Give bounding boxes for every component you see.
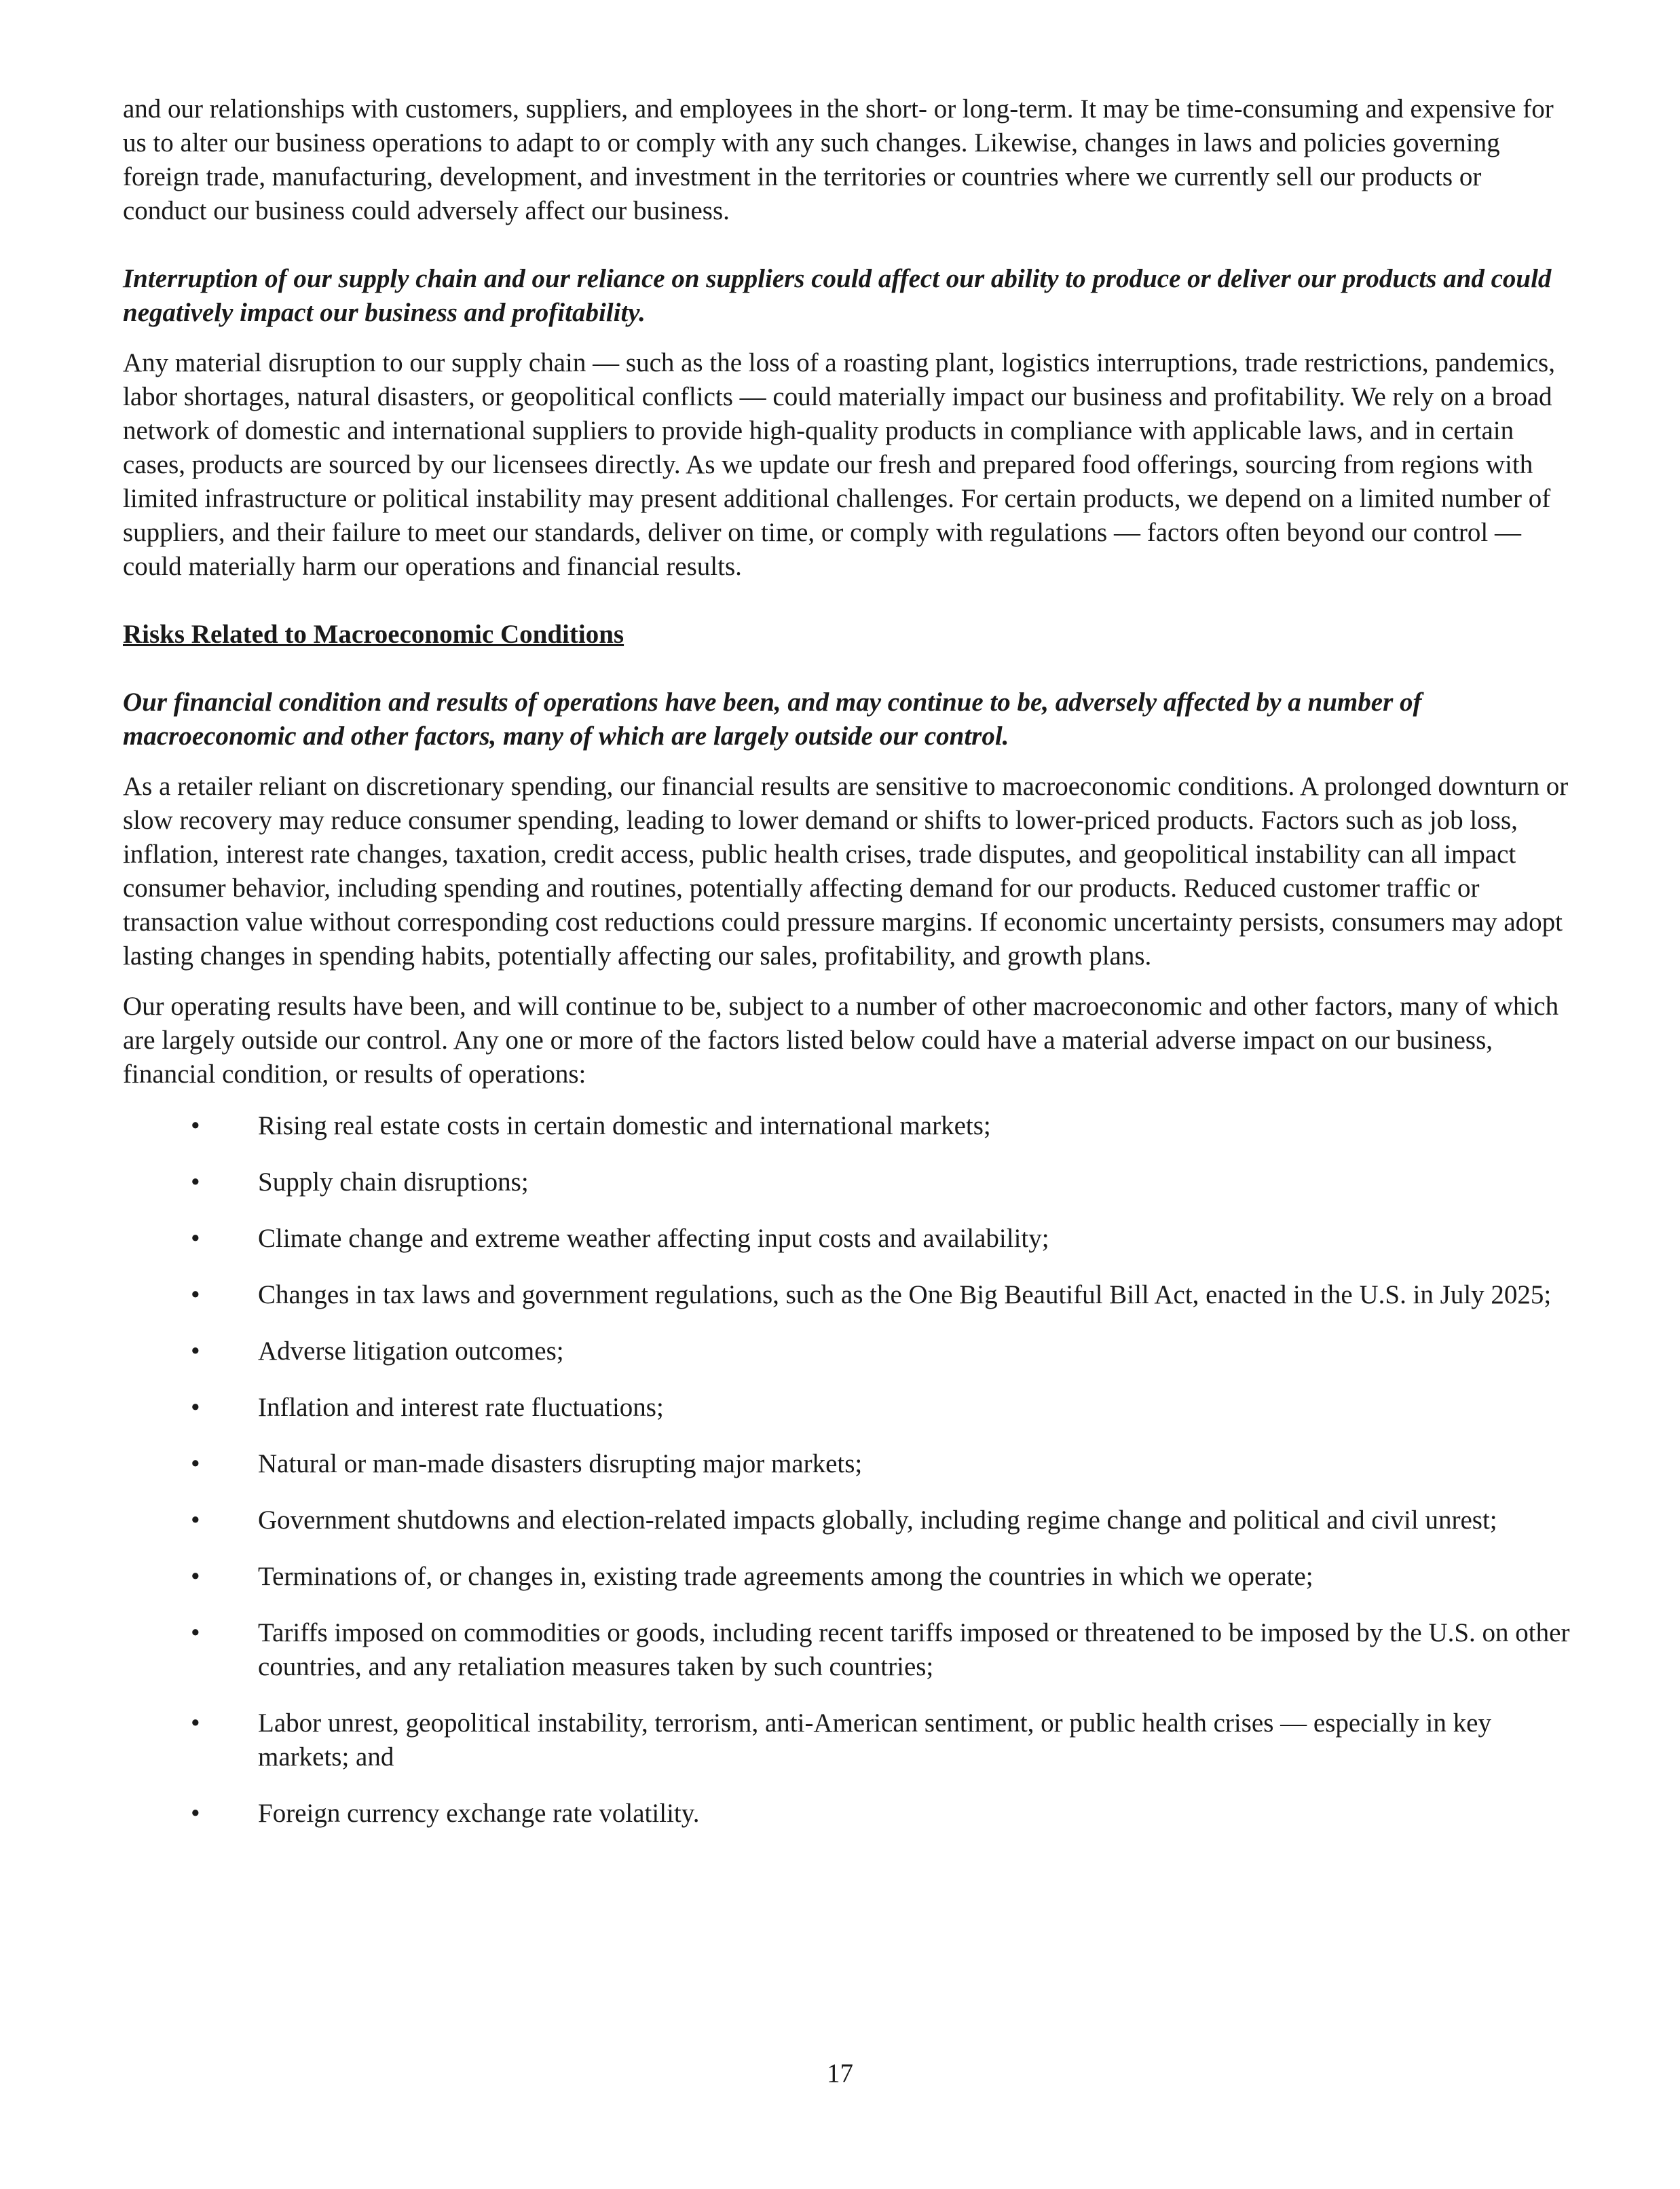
bullet-marker: •	[191, 1224, 200, 1253]
page-number: 17	[827, 2059, 853, 2088]
bullet-marker: •	[191, 1393, 200, 1422]
list-item-text: Terminations of, or changes in, existing trade agreements among the countries in which we operate;	[258, 1562, 1313, 1591]
list-item-text: Rising real estate costs in certain domestic and international markets;	[258, 1111, 991, 1140]
bullet-marker: •	[191, 1336, 200, 1366]
intro-paragraph: and our relationships with customers, suppliers, and employees in the short- or long-term. It may be time-consuming and expensive for us to alter our business operations to adapt to or comply with any such changes. Likewise, changes in laws and policies governing foreign trade, manufacturing, development, and investment in the territories or countries where we currently sell our products or conduct our business could adversely affect our business.	[123, 94, 1554, 225]
risk-heading-macroeconomic: Our financial condition and results of operations have been, and may continue to be, adversely affected by a number of macroeconomic and other factors, many of which are largely outside our control.	[123, 688, 1422, 751]
list-item-text: Tariffs imposed on commodities or goods, including recent tariffs imposed or threatened to be imposed by the U.S. on other countries, and any retaliation measures taken by such countries;	[258, 1618, 1570, 1681]
risk-body-macroeconomic-2: Our operating results have been, and will continue to be, subject to a number of other macroeconomic and other factors, many of which are largely outside our control. Any one or more of the factors listed below could have a material adverse impact on our business, financial condition, or results of operations:	[123, 992, 1559, 1089]
list-item	[123, 1391, 1571, 1425]
list-item-text: Government shutdowns and election-related impacts globally, including regime change and political and civil unrest;	[258, 1505, 1497, 1535]
list-item	[123, 1560, 1571, 1594]
list-item-text: Adverse litigation outcomes;	[258, 1336, 564, 1366]
list-item-text: Foreign currency exchange rate volatility.	[258, 1799, 700, 1828]
list-item-text: Labor unrest, geopolitical instability, terrorism, anti-American sentiment, or public health crises — especially in key markets; and	[258, 1708, 1491, 1772]
bullet-marker: •	[191, 1111, 200, 1140]
list-item	[123, 1222, 1571, 1256]
list-item-text: Climate change and extreme weather affecting input costs and availability;	[258, 1224, 1049, 1253]
bullet-marker: •	[191, 1618, 200, 1647]
list-item-text: Changes in tax laws and government regulations, such as the One Big Beautiful Bill Act, enacted in the U.S. in July 2025;	[258, 1280, 1552, 1309]
section-heading-macroeconomic: Risks Related to Macroeconomic Conditions	[123, 620, 624, 649]
list-item	[123, 1706, 1571, 1774]
list-item-text: Inflation and interest rate fluctuations;	[258, 1393, 664, 1422]
risk-body-macroeconomic-1: As a retailer reliant on discretionary spending, our financial results are sensitive to macroeconomic conditions. A prolonged downturn or slow recovery may reduce consumer spending, leading to lower demand or shifts to lower-priced products. Factors such as job loss, inflation, interest rate changes, taxation, credit access, public health crises, trade disputes, and geopolitical instability can all impact consumer behavior, including spending and routines, potentially affecting demand for our products. Reduced customer traffic or transaction value without corresponding cost reductions could pressure margins. If economic uncertainty persists, consumers may adopt lasting changes in spending habits, potentially affecting our sales, profitability, and growth plans.	[123, 772, 1569, 971]
bullet-marker: •	[191, 1799, 200, 1828]
list-item	[123, 1616, 1571, 1684]
factor-list	[123, 1109, 1571, 1831]
list-item	[123, 1447, 1571, 1481]
bullet-marker: •	[191, 1708, 200, 1738]
document-page	[123, 92, 1571, 1853]
list-item	[123, 1334, 1571, 1368]
risk-body-supply-chain: Any material disruption to our supply chain — such as the loss of a roasting plant, logistics interruptions, trade restrictions, pandemics, labor shortages, natural disasters, or geopolitical conflicts — could materially impact our business and profitability. We rely on a broad network of domestic and international suppliers to provide high-quality products in compliance with applicable laws, and in certain cases, products are sourced by our licensees directly. As we update our fresh and prepared food offerings, sourcing from regions with limited infrastructure or political instability may present additional challenges. For certain products, we depend on a limited number of suppliers, and their failure to meet our standards, deliver on time, or comply with regulations — factors often beyond our control — could materially harm our operations and financial results.	[123, 348, 1555, 581]
list-item	[123, 1165, 1571, 1199]
bullet-marker: •	[191, 1167, 200, 1197]
risk-heading-supply-chain: Interruption of our supply chain and our reliance on suppliers could affect our ability to produce or deliver our products and could negatively impact our business and profitability.	[123, 264, 1552, 327]
list-item-text: Natural or man-made disasters disrupting major markets;	[258, 1449, 863, 1478]
list-item	[123, 1797, 1571, 1831]
bullet-marker: •	[191, 1280, 200, 1309]
bullet-marker: •	[191, 1562, 200, 1591]
list-item-text: Supply chain disruptions;	[258, 1167, 529, 1197]
list-item	[123, 1109, 1571, 1143]
list-item	[123, 1278, 1571, 1312]
bullet-marker: •	[191, 1449, 200, 1478]
bullet-marker: •	[191, 1505, 200, 1535]
list-item	[123, 1503, 1571, 1537]
